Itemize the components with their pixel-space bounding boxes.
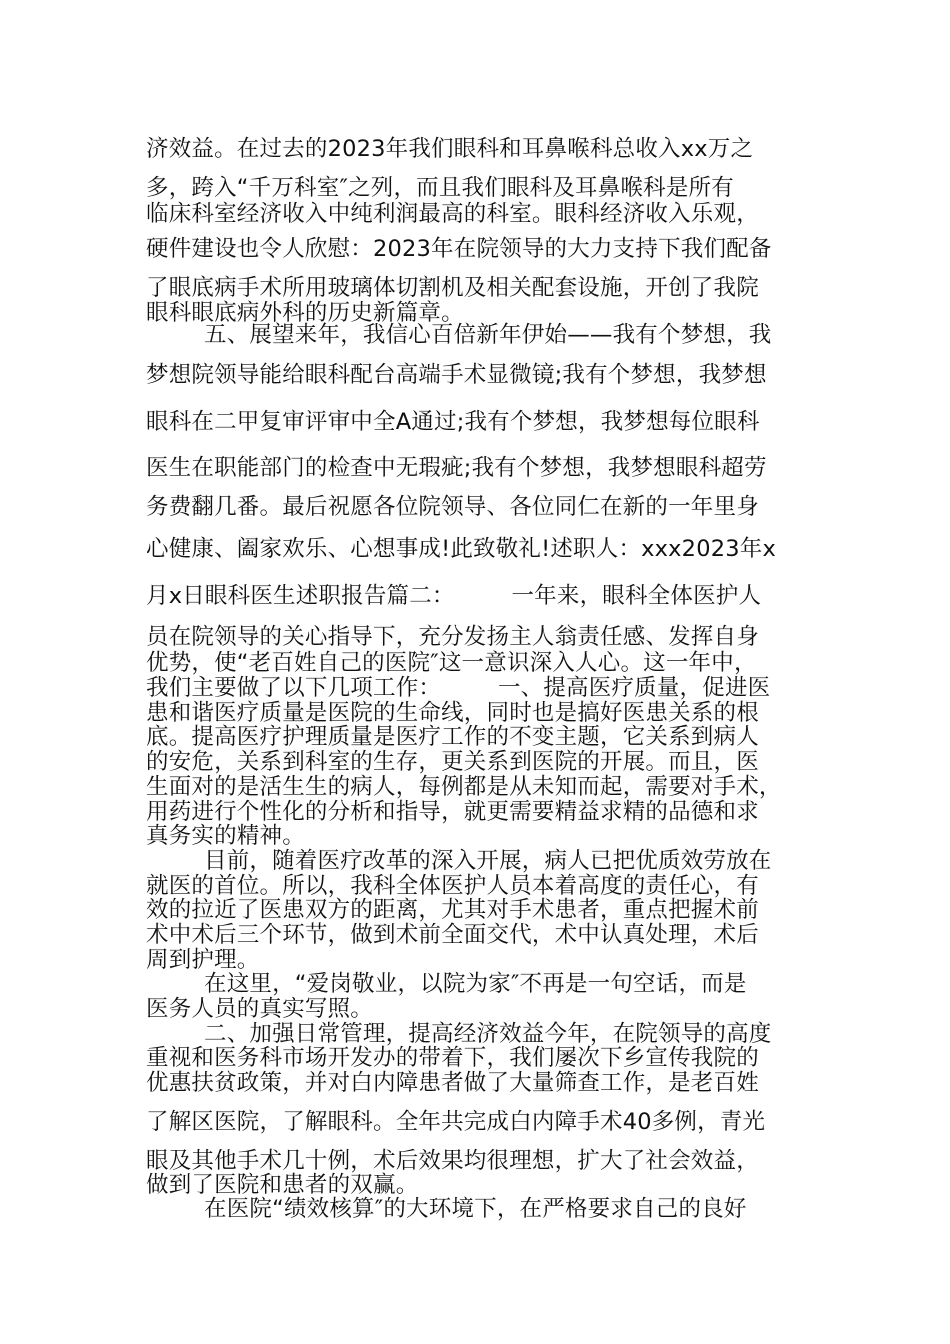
text-line: 济效益。在过去的2023年我们眼科和耳鼻喉科总收入xx万之 [146,136,754,162]
text-line: 做到了医院和患者的双赢。 [146,1172,419,1198]
text-line: 底。提高医疗护理质量是医疗工作的不变主题，它关系到病人 [146,724,759,750]
text-line: 周到护理。 [146,947,260,973]
text-line: 二、加强日常管理，提高经济效益今年，在院领导的高度 [204,1021,772,1047]
text-line: 患和谐医疗质量是医院的生命线，同时也是搞好医患关系的根 [146,700,759,726]
text-line: 五、展望来年，我信心百倍新年伊始——我有个梦想，我 [204,322,772,348]
text-line: 的安危，关系到科室的生存，更关系到医院的开展。而且，医 [146,749,759,775]
text-line: 在医院“绩效核算″的大环境下，在严格要求自己的良好 [204,1196,747,1222]
text-line: 优惠扶贫政策，并对白内障患者做了大量筛查工作，是老百姓 [146,1070,759,1096]
text-line: 医生在职能部门的检查中无瑕疵;我有个梦想，我梦想眼科超劳 [146,455,767,481]
text-line: 优势，使“老百姓自己的医院″这一意识深入人心。这一年中， [146,650,757,676]
text-line: 医务人员的真实写照。 [146,996,374,1022]
text-line: 我们主要做了以下几项工作： 一、提高医疗质量，促进医 [146,675,771,701]
text-line: 重视和医务科市场开发办的带着下，我们屡次下乡宣传我院的 [146,1045,759,1071]
text-line: 在这里，“爱岗敬业，以院为家″不再是一句空话，而是 [204,971,747,997]
text-line: 临床科室经济收入中纯利润最高的科室。眼科经济收入乐观， [146,201,759,227]
text-line: 多，跨入“千万科室″之列，而且我们眼科及耳鼻喉科是所有 [146,175,734,201]
text-line: 眼科眼底病外科的历史新篇章。 [146,300,464,326]
text-line: 生面对的是活生生的病人，每例都是从未知而起，需要对手术， [146,774,782,800]
text-line: 员在院领导的关心指导下，充分发扬主人翁责任感、发挥自身 [146,624,759,650]
text-line: 术中术后三个环节，做到术前全面交代，术中认真处理，术后 [146,922,759,948]
text-line: 效的拉近了医患双方的距离，尤其对手术患者，重点把握术前 [146,897,759,923]
text-line: 就医的首位。所以，我科全体医护人员本着高度的责任心，有 [146,873,759,899]
text-line: 眼及其他手术几十例，术后效果均很理想，扩大了社会效益， [146,1148,759,1174]
text-line: 务费翻几番。最后祝愿各位院领导、各位同仁在新的一年里身 [146,494,759,520]
text-line: 真务实的精神。 [146,823,305,849]
text-line: 硬件建设也令人欣慰：2023年在院领导的大力支持下我们配备 [146,236,772,262]
text-line: 梦想院领导能给眼科配台高端手术显微镜;我有个梦想，我梦想 [146,362,767,388]
text-line: 用药进行个性化的分析和指导，就更需要精益求精的品德和求 [146,799,759,825]
text-line: 了眼底病手术所用玻璃体切割机及相关配套设施，开创了我院 [146,275,759,301]
text-line: 月x日眼科医生述职报告篇二： 一年来，眼科全体医护人 [146,583,762,609]
text-line: 了解区医院，了解眼科。全年共完成白内障手术40多例，青光 [146,1109,766,1135]
text-line: 目前，随着医疗改革的深入开展，病人已把优质效劳放在 [204,848,772,874]
text-line: 眼科在二甲复审评审中全A通过;我有个梦想，我梦想每位眼科 [146,409,760,435]
text-line: 心健康、阖家欢乐、心想事成!此致敬礼!述职人：xxx2023年x [146,536,776,562]
